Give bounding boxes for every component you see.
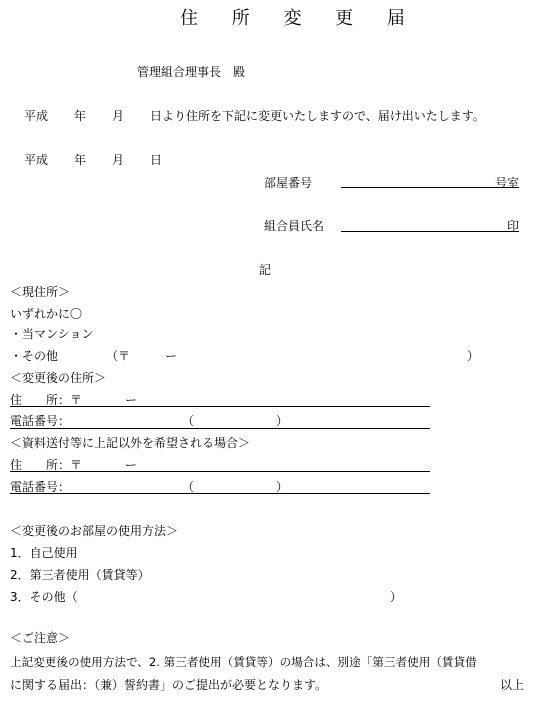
mailing-address-field[interactable]: [10, 471, 430, 472]
option-other[interactable]: ・その他: [10, 349, 59, 363]
notice-month: 月: [112, 109, 125, 123]
usage-heading: ＜変更後のお部屋の使用方法＞: [10, 524, 179, 538]
new-address-label: 住 所：〒: [10, 393, 83, 407]
mailing-address-dash: ー: [125, 458, 138, 472]
notice-year: 年: [74, 109, 87, 123]
caution-heading: ＜ご注意＞: [10, 631, 71, 645]
current-address-heading: ＜現住所＞: [10, 285, 71, 299]
document-title: 住 所 変 更 届: [180, 8, 419, 29]
caution-ending: 以上: [500, 678, 525, 692]
room-suffix: 号室: [495, 176, 520, 190]
ki-mark: 記: [259, 263, 272, 277]
mailing-address-label: 住 所：〒: [10, 458, 83, 472]
date-era: 平成: [24, 153, 49, 167]
mailing-phone-open-paren: （: [182, 480, 195, 494]
new-phone-close-paren: ）: [276, 414, 289, 428]
caution-line-2: に関する届出：（兼）誓約書」のご提出が必要となります。: [10, 678, 328, 692]
new-phone-field[interactable]: [10, 428, 430, 429]
mailing-heading: ＜資料送付等に上記以外を希望される場合＞: [10, 436, 251, 450]
date-day: 日: [150, 153, 163, 167]
mailing-phone-field[interactable]: [10, 493, 430, 494]
member-name-field[interactable]: [341, 231, 519, 232]
usage-item-other[interactable]: 3．その他（: [10, 590, 78, 604]
date-year: 年: [74, 153, 87, 167]
room-label: 部屋番号: [264, 176, 313, 190]
notice-text: 日より住所を下記に変更いたしますので、届け出いたします。: [150, 109, 485, 123]
new-address-dash: ー: [125, 393, 138, 407]
new-phone-label: 電話番号：: [10, 414, 71, 428]
mailing-phone-close-paren: ）: [276, 480, 289, 494]
usage-item-self[interactable]: 1．自己使用: [10, 546, 78, 560]
notice-era: 平成: [24, 109, 49, 123]
usage-other-close-paren: ）: [390, 590, 403, 604]
usage-item-third-party[interactable]: 2．第三者使用（賃貸等）: [10, 568, 150, 582]
current-address-instruction: いずれかに〇: [10, 307, 83, 321]
date-month: 月: [112, 153, 125, 167]
caution-line-1: 上記変更後の使用方法で、2. 第三者使用（賃貸等）の場合は、別途「第三者使用（賃貸借: [10, 655, 477, 669]
new-phone-open-paren: （: [182, 414, 195, 428]
new-address-field[interactable]: [10, 406, 430, 407]
option-mansion[interactable]: ・当マンション: [10, 327, 94, 341]
other-close-paren: ）: [467, 349, 480, 363]
new-address-heading: ＜変更後の住所＞: [10, 371, 107, 385]
addressee: 管理組合理事長 殿: [137, 65, 246, 79]
mailing-phone-label: 電話番号：: [10, 480, 71, 494]
postal-mark: （〒: [106, 349, 131, 363]
seal-mark: 印: [507, 219, 520, 233]
room-number-field[interactable]: [341, 187, 519, 188]
postal-dash: ー: [165, 349, 178, 363]
member-label: 組合員氏名: [264, 219, 325, 233]
